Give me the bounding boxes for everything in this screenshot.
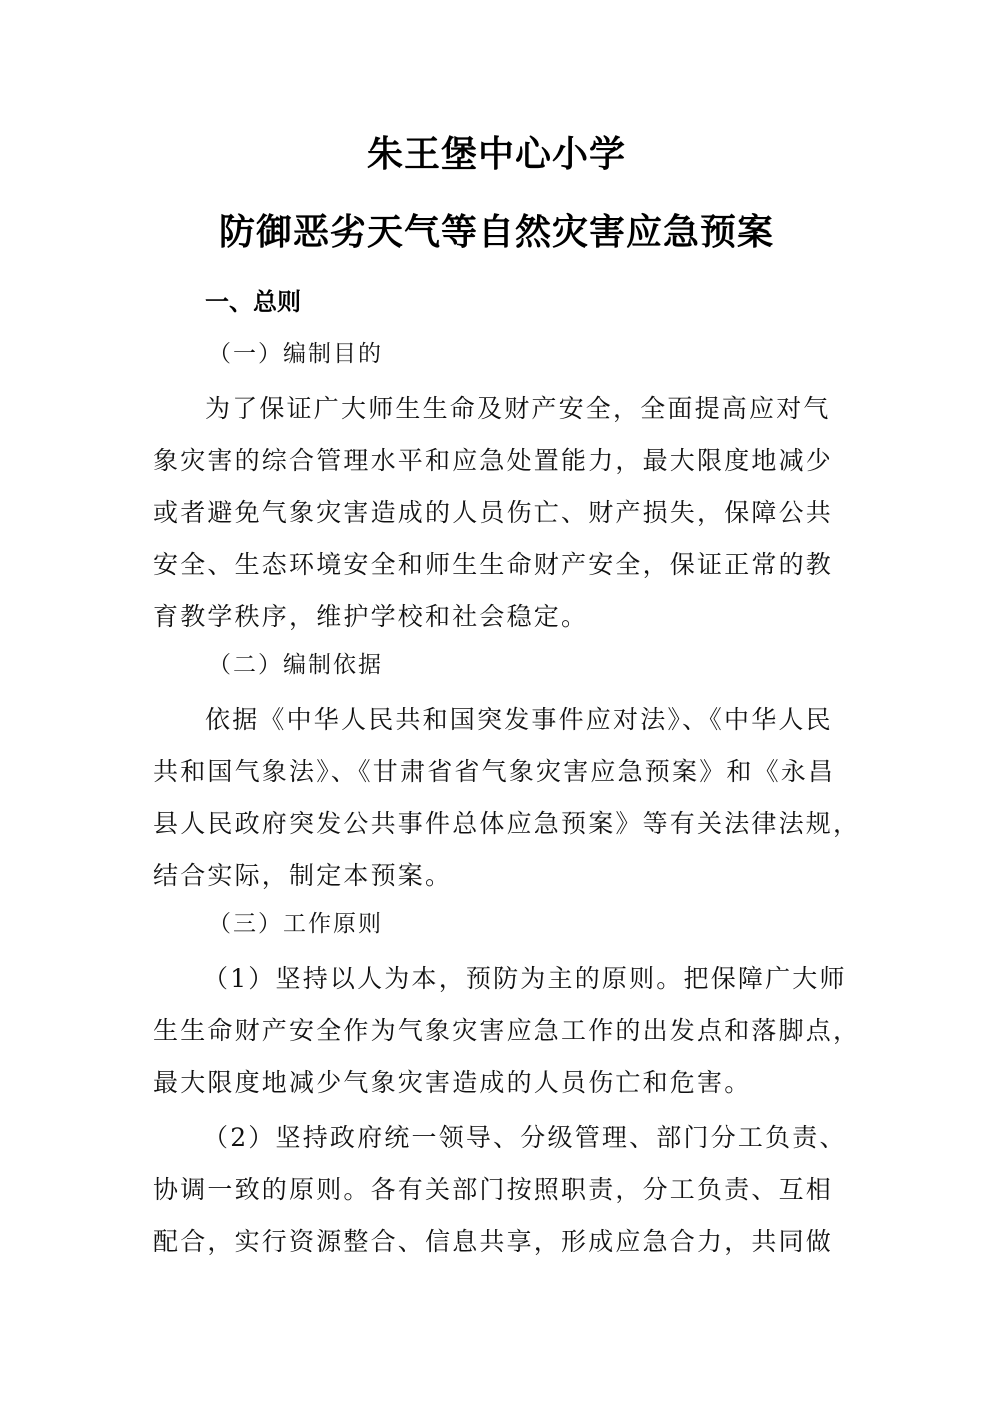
document-title-school: 朱王堡中心小学: [366, 133, 626, 175]
paragraph-line: 共和国气象法》、《甘肃省省气象灾害应急预案》和《永昌: [153, 757, 836, 786]
subsection-heading-purpose: （一）编制目的: [208, 341, 383, 367]
paragraph-line: 象灾害的综合管理水平和应急处置能力，最大限度地减少: [153, 446, 834, 475]
paragraph-line: （2）坚持政府统一领导、分级管理、部门分工负责、: [203, 1123, 847, 1152]
paragraph-line: （1）坚持以人为本，预防为主的原则。把保障广大师: [203, 964, 847, 993]
document-title-plan: 防御恶劣天气等自然灾害应急预案: [218, 211, 774, 253]
paragraph-line: 育教学秩序，维护学校和社会稳定。: [153, 602, 589, 631]
paragraph-line: 结合实际，制定本预案。: [153, 861, 453, 890]
paragraph-line: 或者避免气象灾害造成的人员伤亡、财产损失，保障公共: [153, 498, 834, 527]
paragraph-line: 协调一致的原则。各有关部门按照职责，分工负责、互相: [153, 1175, 834, 1204]
paragraph-line: 生生命财产安全作为气象灾害应急工作的出发点和落脚点，: [153, 1016, 861, 1045]
paragraph-line: 配合，实行资源整合、信息共享，形成应急合力，共同做: [153, 1227, 834, 1256]
paragraph-line: 县人民政府突发公共事件总体应急预案》等有关法律法规，: [153, 809, 861, 838]
subsection-heading-principles: （三）工作原则: [208, 911, 383, 937]
section-heading-general: 一、总则: [205, 288, 301, 316]
paragraph-line: 依据《中华人民共和国突发事件应对法》、《中华人民: [205, 705, 833, 734]
paragraph-line: 安全、生态环境安全和师生生命财产安全，保证正常的教: [153, 550, 834, 579]
paragraph-line: 最大限度地减少气象灾害造成的人员伤亡和危害。: [153, 1068, 752, 1097]
paragraph-purpose: [153, 383, 833, 643]
paragraph-line: 为了保证广大师生生命及财产安全，全面提高应对气: [205, 394, 831, 423]
paragraph-principle-1: [153, 953, 861, 1109]
subsection-heading-basis: （二）编制依据: [208, 652, 383, 678]
paragraph-principle-2: [153, 1112, 847, 1268]
paragraph-basis: [153, 694, 861, 902]
